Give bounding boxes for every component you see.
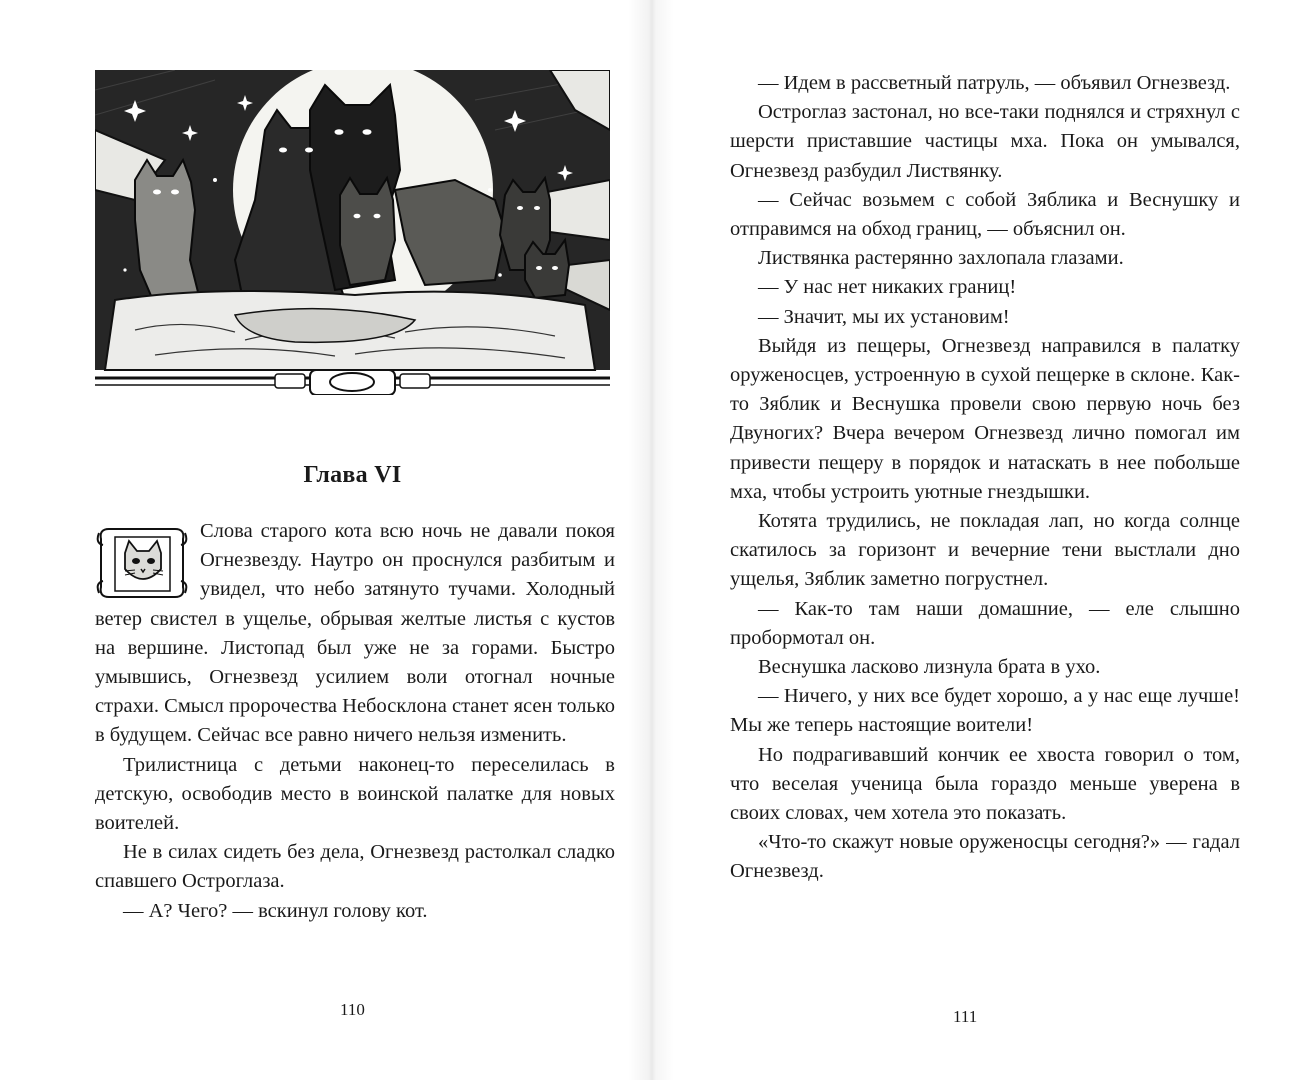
paragraph: «Что-то скажут новые оруженосцы сегодня?» — гадал Огнезвезд. [730, 831, 1240, 883]
paragraph: Слова старого кота всю ночь не давали покоя Огнезвезду. Наутро он проснулся разбитым и увидел, что небо затянуто тучами. Холодный ветер свистел в ущелье, обрывая желтые листья с кустов на вершине. Листопад был уже не за горами. Быстро умывшись, Огнезвезд усилием воли отогнал ночные страхи. Смысл пророчества Небосклона станет ясен только в будущем. Сейчас все равно ничего нельзя изменить. [95, 520, 615, 747]
dropcap-cat-emblem-icon [95, 523, 190, 603]
chapter-illustration [95, 70, 610, 395]
left-page-text [95, 517, 615, 926]
right-page [650, 0, 1301, 1080]
paragraph: Но подрагивавший кончик ее хвоста говорил о том, что веселая ученица была гораздо меньше уверена в своих словах, чем хотела это показать. [730, 743, 1240, 825]
paragraph: Котята трудились, не покладая лап, но когда солнце скатилось за горизонт и вечерние тени выстлали дно ущелья, Зяблик заметно погрустнел. [730, 510, 1240, 591]
right-page-text [730, 69, 1240, 887]
paragraph: Веснушка ласково лизнула брата в ухо. [758, 656, 1101, 679]
paragraph: — Идем в рассветный патруль, — объявил Огнезвезд. [758, 72, 1231, 94]
paragraph: — Значит, мы их установим! [758, 305, 1010, 328]
paragraph: — Как-то там наши домашние, — еле слышно пробормотал он. [730, 597, 1240, 649]
paragraph: — Сейчас возьмем с собой Зяблика и Веснушку и отправимся на обход границ, — объяснил он. [730, 188, 1240, 241]
paragraph: Трилистница с детьми наконец-то переселилась в детскую, освободив место в воинской палатке для новых воителей. [95, 753, 615, 835]
paragraph: Листвянка растерянно захлопала глазами. [758, 247, 1124, 270]
paragraph: — Ничего, у них все будет хорошо, а у нас еще лучше! Мы же теперь настоящие воители! [730, 685, 1240, 737]
paragraph: Не в силах сидеть без дела, Огнезвезд растолкал сладко спавшего Остроглаза. [95, 841, 615, 893]
paragraph: Выйдя из пещеры, Огнезвезд направился в палатку оруженосцев, устроенную в сухой пещерке в склоне. Как-то Зяблик и Веснушка провели свою первую ночь без Двуногих? Вчера вечером Огнезвезд лично помогал им привести пещеру в порядок и натаскать в нее побольше мха, чтобы устроить уютные гнездышки. [730, 334, 1240, 503]
page-number: 111 [953, 1007, 978, 1026]
paragraph: Остроглаз застонал, но все-таки поднялся и стряхнул с шерсти приставшие частицы мха. Пока он умывался, Огнезвезд разбудил Листвянку. [730, 101, 1240, 182]
book-spine-shadow [628, 0, 674, 1080]
left-page [0, 0, 650, 1080]
paragraph: — А? Чего? — вскинул голову кот. [123, 899, 428, 922]
chapter-title: Глава VI [303, 462, 402, 488]
paragraph: — У нас нет никаких границ! [758, 276, 1017, 299]
page-number: 110 [340, 1000, 365, 1019]
